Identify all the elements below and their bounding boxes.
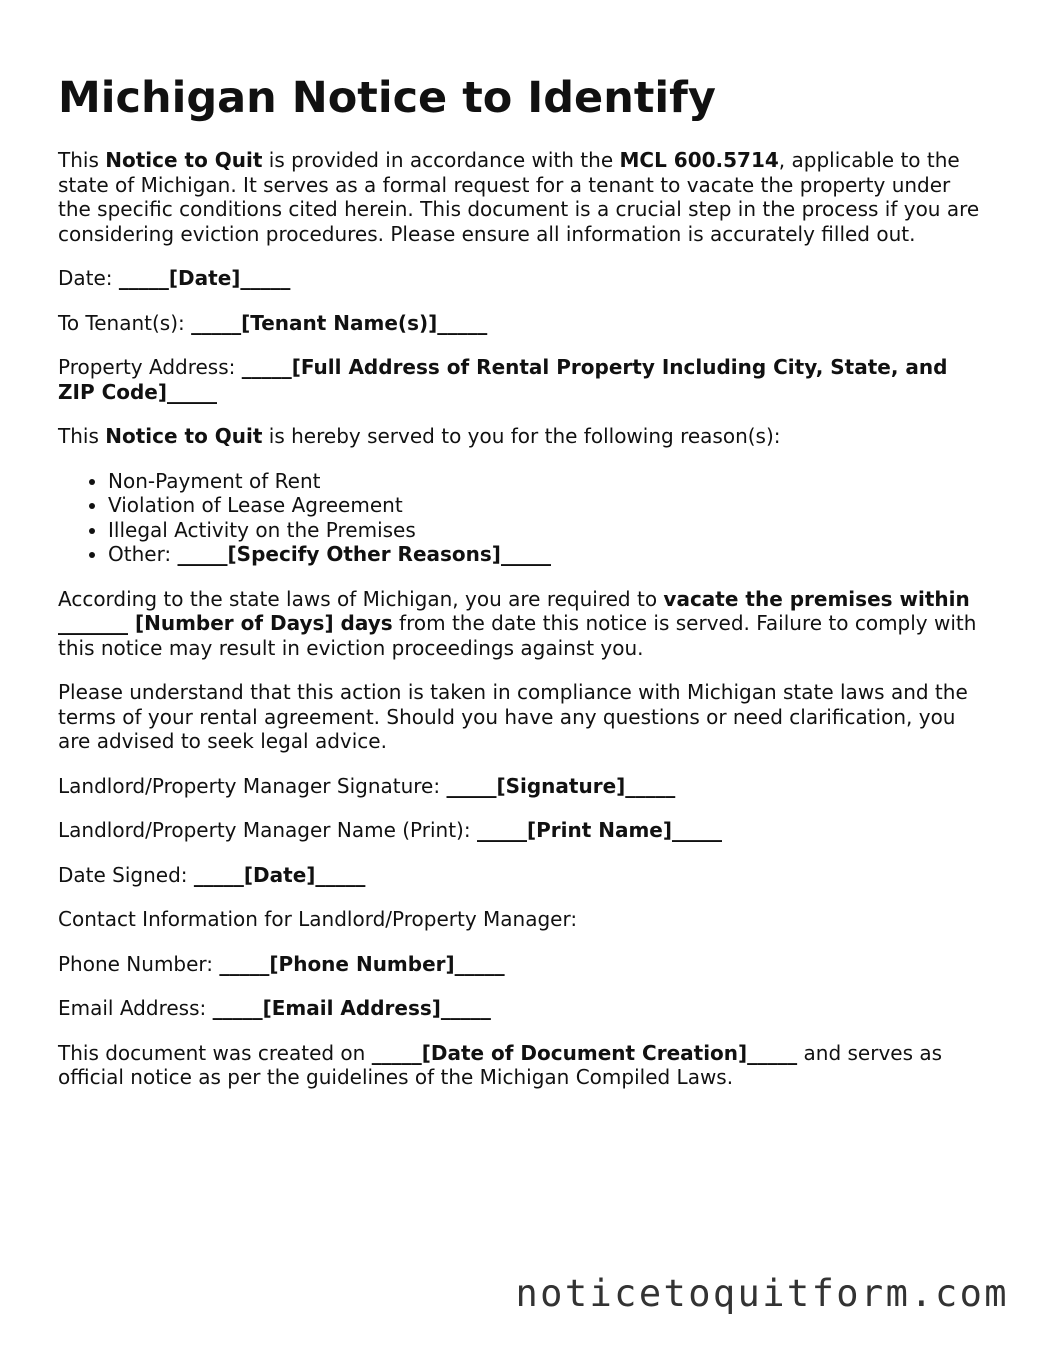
vacate-bold-days: vacate the premises within _______ [Number of Days] days (58, 586, 970, 635)
reasons-list (58, 469, 988, 567)
intro-text-1: This (58, 148, 106, 172)
date-signed-label: Date Signed: (58, 862, 194, 887)
site-watermark: noticetoquitform.com (515, 1272, 1009, 1315)
reasons-bold-notice: Notice to Quit (105, 424, 263, 448)
intro-text-2: is provided in accordance with the (262, 148, 620, 172)
signature-field (58, 774, 988, 799)
tenant-field (58, 311, 988, 336)
phone-field (58, 952, 988, 977)
other-label: Other: (108, 542, 178, 566)
date-placeholder: _____[Date]_____ (118, 266, 291, 290)
reasons-intro (58, 424, 988, 449)
date-field (58, 266, 988, 291)
address-field (58, 355, 988, 404)
email-label: Email Address: (58, 996, 213, 1020)
email-field (58, 996, 988, 1021)
tenant-label: To Tenant(s): (58, 310, 192, 335)
print-name-field (58, 818, 988, 843)
footer-text-2: and serves as official notice as per the guidelines of the Michigan Compiled Laws. (58, 1040, 943, 1089)
tenant-placeholder: _____[Tenant Name(s)]_____ (191, 310, 488, 335)
vacate-text-2: from the date this notice is served. Failure to comply with this notice may result in eviction proceedings against you. (58, 611, 977, 660)
list-item: • Violation of Lease Agreement (108, 493, 988, 518)
phone-placeholder: _____[Phone Number]_____ (219, 951, 505, 976)
vacate-paragraph (58, 587, 988, 661)
signature-placeholder: _____[Signature]_____ (446, 773, 676, 798)
vacate-text-1: According to the state laws of Michigan, you are required to (58, 586, 664, 611)
intro-bold-mcl: MCL 600.5714 (619, 148, 779, 172)
print-name-placeholder: _____[Print Name]_____ (476, 818, 723, 842)
list-item-other (108, 542, 988, 567)
document-page (58, 70, 988, 1110)
contact-heading: Contact Information for Landlord/Property Manager: (58, 907, 578, 931)
intro-paragraph (58, 148, 988, 246)
reasons-text-2: is hereby served to you for the following reason(s): (262, 424, 781, 448)
list-item: • Non-Payment of Rent (108, 469, 988, 494)
compliance-paragraph: Please understand that this action is taken in compliance with Michigan state laws and the terms of your rental agreement. Should you have any questions or need clarification, you are advised to seek legal advice. (58, 680, 968, 753)
footer-bold-date: _____[Date of Document Creation]_____ (371, 1040, 798, 1065)
intro-bold-notice: Notice to Quit (105, 148, 263, 172)
footer-text-1: This document was created on (58, 1040, 372, 1065)
signature-label: Landlord/Property Manager Signature: (58, 773, 447, 798)
address-label: Property Address: (58, 355, 242, 379)
footer-note (58, 1041, 988, 1090)
address-placeholder: _____[Full Address of Rental Property Including City, State, and ZIP Code]_____ (58, 355, 948, 404)
intro-text-3: , applicable to the state of Michigan. It serves as a formal request for a tenant to vacate the property under the specific conditions cited herein. This document is a crucial step in the process if you are considering eviction procedures. Please ensure all information is accurately filled out. (58, 148, 980, 246)
list-item: • Illegal Activity on the Premises (108, 518, 988, 543)
email-placeholder: _____[Email Address]_____ (212, 996, 491, 1020)
print-name-label: Landlord/Property Manager Name (Print): (58, 818, 477, 842)
date-signed-placeholder: _____[Date]_____ (193, 862, 366, 887)
document-title: Michigan Notice to Identify (58, 73, 716, 123)
other-placeholder: _____[Specify Other Reasons]_____ (177, 542, 551, 566)
reasons-text-1: This (58, 424, 106, 448)
date-signed-field (58, 863, 988, 888)
date-label: Date: (58, 266, 119, 290)
phone-label: Phone Number: (58, 951, 220, 976)
